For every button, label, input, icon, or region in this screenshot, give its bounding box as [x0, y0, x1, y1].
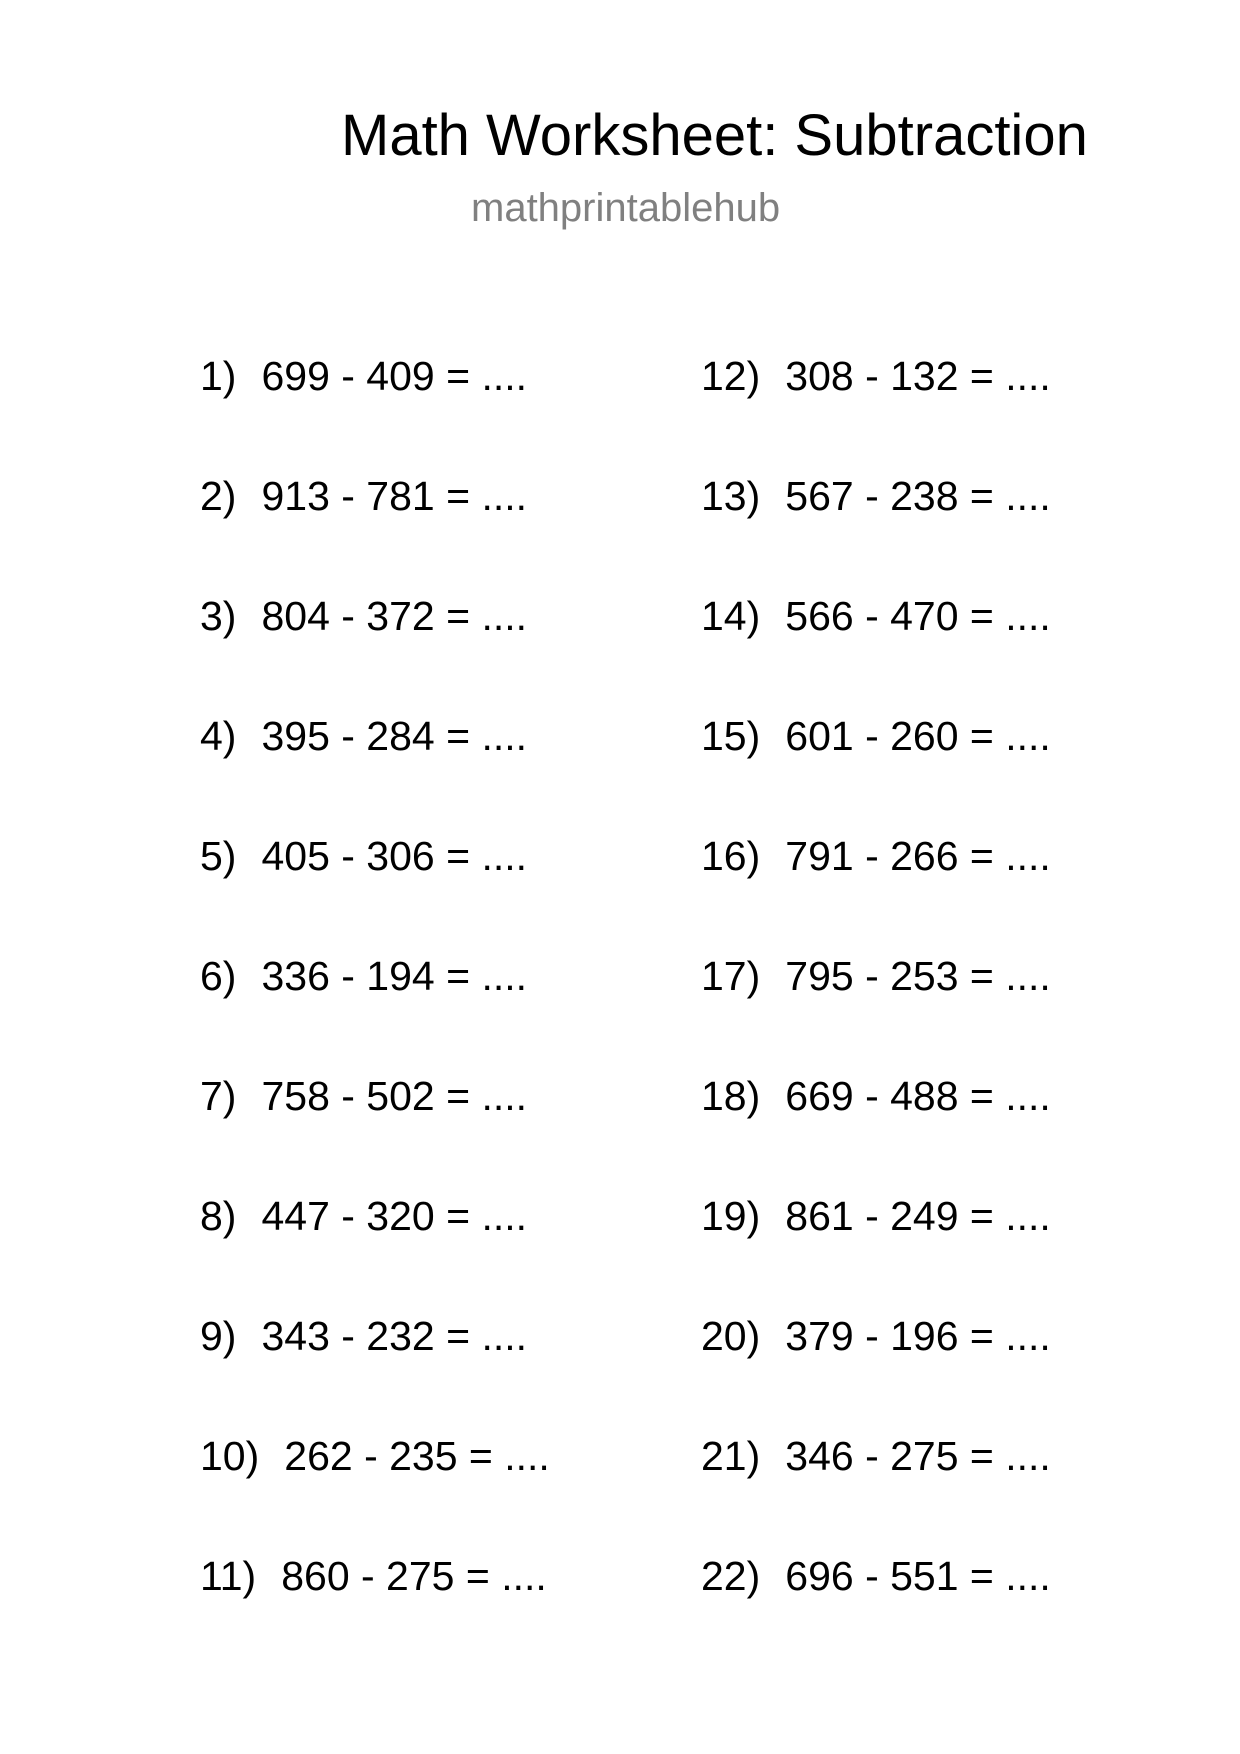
problem-expression: 262 - 235 = .... — [284, 1433, 550, 1479]
problem-expression: 860 - 275 = .... — [281, 1553, 547, 1599]
problem-expression: 566 - 470 = .... — [785, 593, 1051, 639]
problem-item — [701, 1551, 1051, 1601]
problem-item — [200, 951, 527, 1001]
problem-item — [200, 1311, 527, 1361]
problem-number: 3) — [200, 593, 237, 639]
problem-expression: 308 - 132 = .... — [785, 353, 1051, 399]
problem-item — [701, 1191, 1051, 1241]
problem-number: 11) — [200, 1553, 257, 1599]
problem-number: 6) — [200, 953, 237, 999]
problem-expression: 346 - 275 = .... — [785, 1433, 1051, 1479]
problem-expression: 601 - 260 = .... — [785, 713, 1051, 759]
problem-expression: 567 - 238 = .... — [785, 473, 1051, 519]
problem-item — [200, 711, 527, 761]
problem-number: 19) — [701, 1193, 761, 1239]
problem-item — [701, 1431, 1051, 1481]
problem-item — [200, 591, 527, 641]
problem-item — [200, 471, 527, 521]
problem-item — [200, 831, 527, 881]
problem-number: 20) — [701, 1313, 761, 1359]
problem-item — [701, 711, 1051, 761]
problem-expression: 669 - 488 = .... — [785, 1073, 1051, 1119]
problem-item — [701, 1311, 1051, 1361]
problem-item — [701, 471, 1051, 521]
problem-number: 18) — [701, 1073, 761, 1119]
problem-number: 4) — [200, 713, 237, 759]
problem-number: 7) — [200, 1073, 237, 1119]
page-title: Math Worksheet: Subtraction — [341, 103, 1088, 168]
problem-number: 10) — [200, 1433, 260, 1479]
problem-item — [701, 591, 1051, 641]
problem-expression: 379 - 196 = .... — [785, 1313, 1051, 1359]
problem-number: 12) — [701, 353, 761, 399]
problem-number: 8) — [200, 1193, 237, 1239]
problem-number: 22) — [701, 1553, 761, 1599]
problem-item — [200, 1551, 547, 1601]
problem-item — [200, 1071, 527, 1121]
problem-number: 17) — [701, 953, 761, 999]
problem-item — [200, 1431, 550, 1481]
problem-number: 14) — [701, 593, 761, 639]
problem-expression: 791 - 266 = .... — [785, 833, 1051, 879]
problem-number: 2) — [200, 473, 237, 519]
problem-item — [701, 831, 1051, 881]
problem-expression: 405 - 306 = .... — [261, 833, 528, 879]
problem-item — [701, 351, 1051, 401]
problem-number: 1) — [200, 353, 237, 399]
problem-expression: 696 - 551 = .... — [785, 1553, 1051, 1599]
problem-number: 15) — [701, 713, 761, 759]
problem-number: 9) — [200, 1313, 237, 1359]
problem-item — [701, 1071, 1051, 1121]
problem-item — [200, 351, 527, 401]
problem-expression: 795 - 253 = .... — [785, 953, 1051, 999]
problem-expression: 913 - 781 = .... — [261, 473, 528, 519]
problem-expression: 699 - 409 = .... — [261, 353, 528, 399]
problem-expression: 758 - 502 = .... — [261, 1073, 528, 1119]
problem-expression: 861 - 249 = .... — [785, 1193, 1051, 1239]
problem-expression: 343 - 232 = .... — [261, 1313, 528, 1359]
problem-item — [200, 1191, 527, 1241]
problem-number: 5) — [200, 833, 237, 879]
problem-number: 16) — [701, 833, 761, 879]
problem-number: 13) — [701, 473, 761, 519]
problem-expression: 395 - 284 = .... — [261, 713, 528, 759]
problem-expression: 336 - 194 = .... — [261, 953, 528, 999]
page-subtitle: mathprintablehub — [471, 186, 781, 230]
problem-expression: 447 - 320 = .... — [261, 1193, 528, 1239]
problem-item — [701, 951, 1051, 1001]
problem-expression: 804 - 372 = .... — [261, 593, 528, 639]
problem-number: 21) — [701, 1433, 761, 1479]
